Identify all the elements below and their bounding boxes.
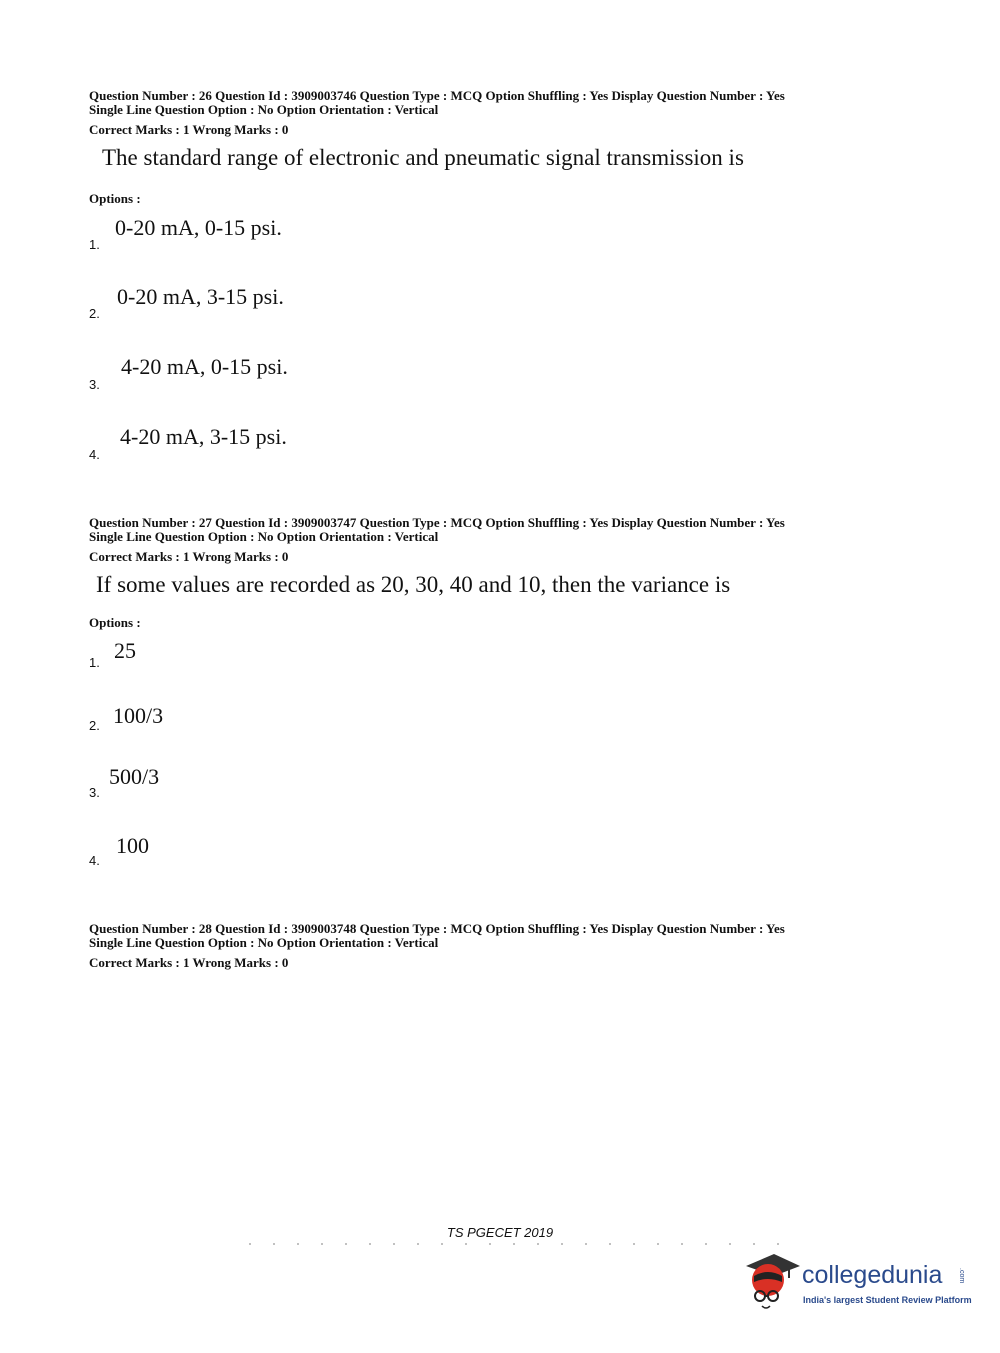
question-meta-line2: Single Line Question Option : No Option Orientation : Vertical	[89, 102, 439, 117]
option-number: 4.	[89, 853, 100, 868]
question-marks: Correct Marks : 1 Wrong Marks : 0	[89, 955, 289, 970]
graduate-mascot-icon	[740, 1248, 804, 1314]
options-label: Options :	[89, 191, 141, 206]
logo-com: .com	[958, 1268, 965, 1284]
option-text: 0-20 mA, 0-15 psi.	[115, 215, 282, 240]
option-number: 2.	[89, 306, 100, 321]
question-text: If some values are recorded as 20, 30, 40 and 10, then the variance is	[96, 572, 731, 597]
question-meta-line2: Single Line Question Option : No Option Orientation : Vertical	[89, 529, 439, 544]
option-text: 4-20 mA, 0-15 psi.	[121, 354, 288, 379]
option-text: 500/3	[109, 764, 160, 789]
logo-wordmark: collegedunia	[802, 1261, 943, 1289]
question-meta-line1: Question Number : 27 Question Id : 3909003747 Question Type : MCQ Option Shuffling : Yes Display Question Number : Yes	[89, 515, 785, 530]
question-meta-line2: Single Line Question Option : No Option Orientation : Vertical	[89, 935, 439, 950]
option-number: 1.	[89, 237, 100, 252]
option-number: 3.	[89, 785, 100, 800]
option-number: 3.	[89, 377, 100, 392]
option-number: 4.	[89, 447, 100, 462]
question-marks: Correct Marks : 1 Wrong Marks : 0	[89, 122, 289, 137]
option-number: 2.	[89, 718, 100, 733]
options-label: Options :	[89, 615, 141, 630]
option-text: 25	[114, 638, 136, 663]
question-meta-line1: Question Number : 28 Question Id : 3909003748 Question Type : MCQ Option Shuffling : Yes Display Question Number : Yes	[89, 921, 785, 936]
question-marks: Correct Marks : 1 Wrong Marks : 0	[89, 549, 289, 564]
option-text: 0-20 mA, 3-15 psi.	[117, 284, 284, 309]
footer-divider	[238, 1243, 798, 1245]
question-meta-line1: Question Number : 26 Question Id : 3909003746 Question Type : MCQ Option Shuffling : Yes Display Question Number : Yes	[89, 88, 785, 103]
option-text: 4-20 mA, 3-15 psi.	[120, 424, 287, 449]
question-text: The standard range of electronic and pneumatic signal transmission is	[102, 145, 744, 170]
option-number: 1.	[89, 655, 100, 670]
logo-tagline: India's largest Student Review Platform	[803, 1295, 972, 1305]
option-text: 100	[116, 833, 149, 858]
footer-exam-name: TS PGECET 2019	[446, 1225, 554, 1240]
option-text: 100/3	[113, 703, 164, 728]
